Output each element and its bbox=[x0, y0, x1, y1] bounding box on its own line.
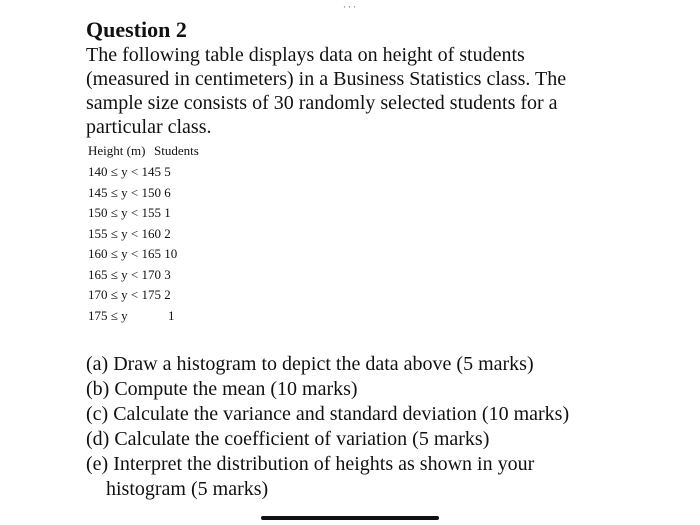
column-header-height: Height (m) bbox=[88, 143, 146, 158]
table-row: 150 ≤ y < 155 1 bbox=[88, 205, 171, 220]
table-row: 145 ≤ y < 150 6 bbox=[88, 184, 171, 200]
table-header bbox=[88, 143, 199, 159]
table-row: 155 ≤ y < 160 2 bbox=[88, 225, 171, 241]
question-title: Question 2 bbox=[86, 17, 187, 42]
part-d: (d) Calculate the coefficient of variation (5 marks) bbox=[86, 428, 490, 450]
intro-line: particular class. bbox=[86, 116, 212, 138]
table-row-last bbox=[88, 308, 177, 329]
part-a: (a) Draw a histogram to depict the data above (5 marks) bbox=[86, 353, 534, 375]
question-intro bbox=[86, 43, 626, 139]
intro-line: The following table displays data on height of students bbox=[86, 44, 525, 66]
table-row: 140 ≤ y < 145 5 bbox=[88, 164, 171, 179]
part-e-line2: histogram (5 marks) bbox=[106, 478, 269, 500]
table-row: 160 ≤ y < 165 10 bbox=[88, 246, 178, 261]
table-row: 165 ≤ y < 170 3 bbox=[88, 266, 171, 282]
table-row: 170 ≤ y < 175 2 bbox=[88, 287, 171, 302]
part-e bbox=[86, 452, 646, 502]
last-row-count: 1 bbox=[168, 307, 175, 323]
question-parts bbox=[86, 352, 646, 502]
intro-line: (measured in centimeters) in a Business Statistics class. The bbox=[86, 68, 567, 90]
last-row-range: 175 ≤ y bbox=[88, 307, 128, 323]
part-c: (c) Calculate the variance and standard deviation (10 marks) bbox=[86, 403, 570, 425]
part-b: (b) Compute the mean (10 marks) bbox=[86, 378, 358, 400]
home-indicator[interactable] bbox=[261, 516, 439, 520]
part-e-line1: (e) Interpret the distribution of heights as shown in your bbox=[86, 453, 535, 475]
more-options-icon[interactable]: ··· bbox=[342, 0, 358, 13]
intro-line: sample size consists of 30 randomly selected students for a bbox=[86, 92, 558, 114]
frequency-table bbox=[88, 164, 177, 328]
column-header-students: Students bbox=[154, 143, 199, 158]
